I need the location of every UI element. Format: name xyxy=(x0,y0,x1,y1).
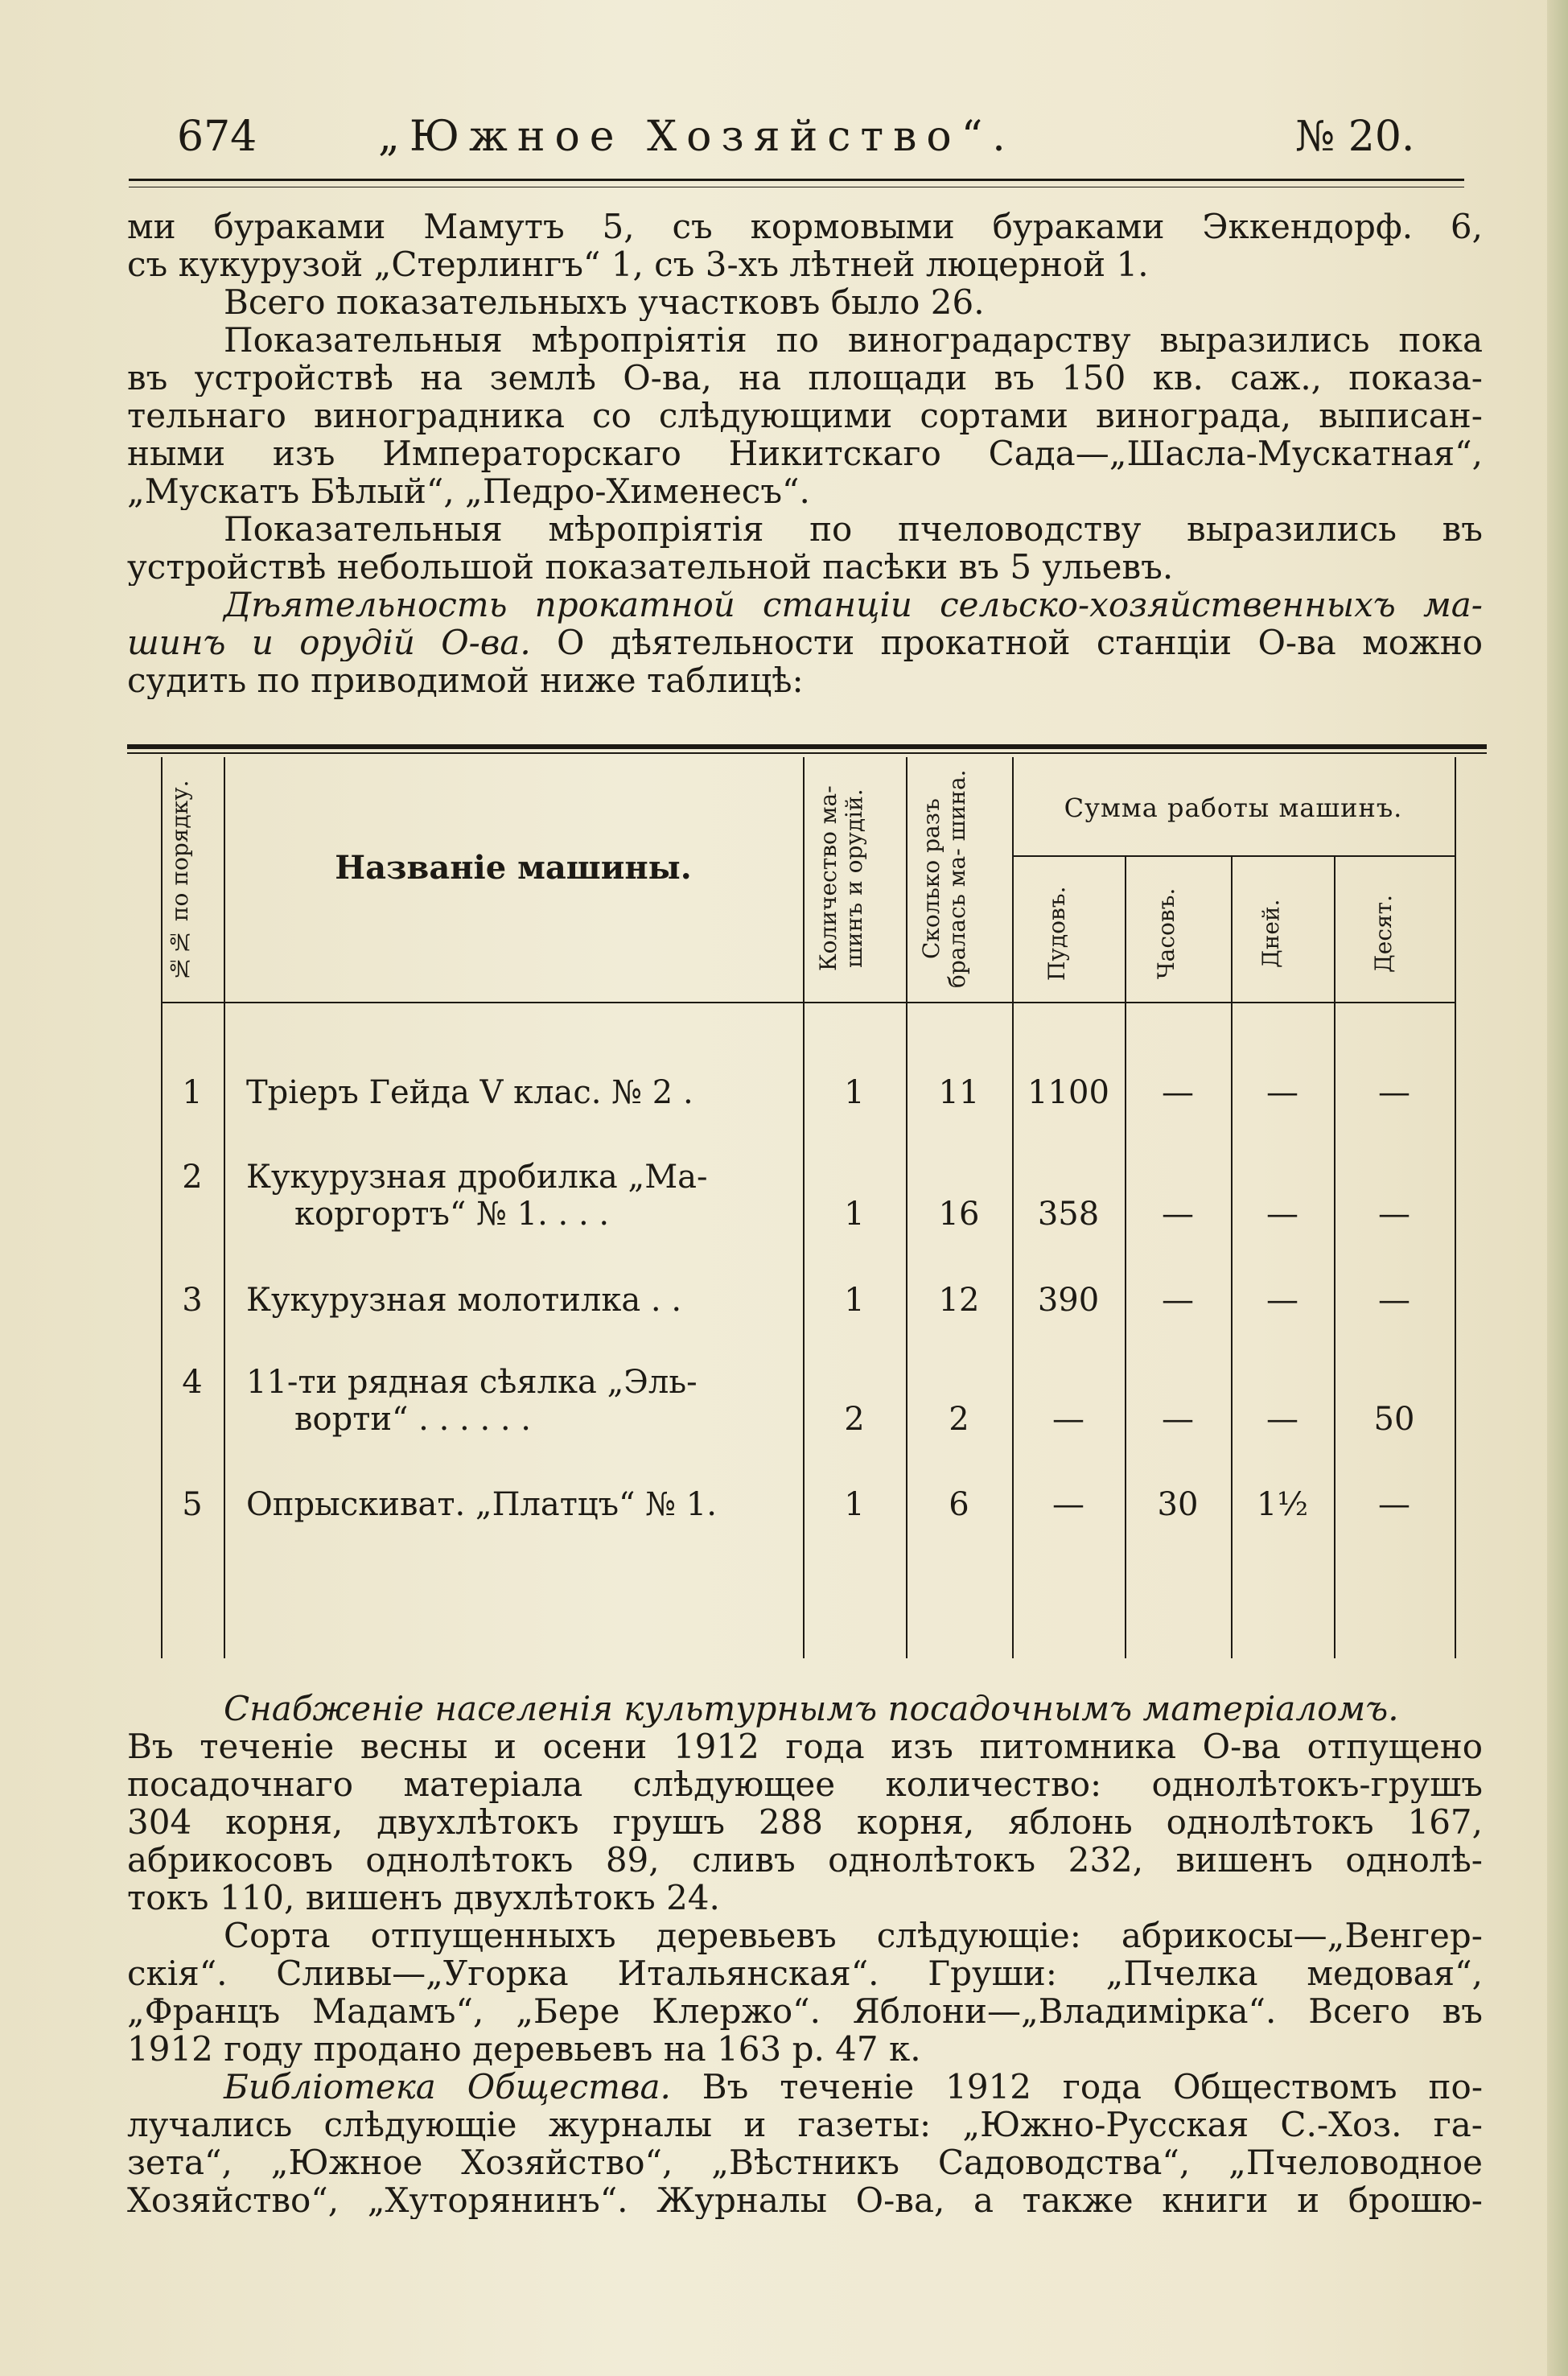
row-number: 4 xyxy=(182,1364,203,1401)
quantity-value: 2 xyxy=(844,1401,865,1438)
machine-name-line: 11-ти рядная сѣялка „Эль- xyxy=(246,1364,698,1401)
pud-value: 1100 xyxy=(1027,1074,1109,1111)
header-hours: Часовъ. xyxy=(1153,887,1179,979)
hours-value: 30 xyxy=(1157,1486,1199,1523)
pud-value: 358 xyxy=(1037,1196,1100,1233)
machine-name-line: коргортъ“ № 1. . . . xyxy=(294,1196,610,1233)
page-edge xyxy=(1547,0,1568,2376)
text-span: О дѣятельности прокатной станціи О-ва можно xyxy=(530,624,1483,661)
row-number: 5 xyxy=(182,1486,203,1523)
times-value: 2 xyxy=(949,1401,969,1438)
running-header xyxy=(161,113,1448,169)
quantity-value: 1 xyxy=(844,1486,865,1523)
header-desyat: Десят. xyxy=(1370,894,1397,973)
hours-value: — xyxy=(1162,1401,1194,1438)
row-number: 3 xyxy=(182,1282,203,1319)
text-line: „Францъ Мадамъ“, „Бере Клержо“. Яблони—„Владимірка“. Всего въ xyxy=(127,1992,1483,2030)
text-line xyxy=(127,624,1483,661)
machines-table xyxy=(127,744,1487,1662)
header-times-taken: Сколько разъ бралась ма- шина. xyxy=(918,769,970,988)
desyat-value: — xyxy=(1378,1074,1410,1111)
text-line xyxy=(127,2068,1483,2106)
quantity-value: 1 xyxy=(844,1196,865,1233)
text-line: устройствѣ небольшой показательной пасѣки въ 5 ульевъ. xyxy=(127,548,1174,586)
row-number: 1 xyxy=(182,1074,203,1111)
header-days: Дней. xyxy=(1257,899,1284,968)
text-line: посадочнаго матеріала слѣдующее количество: однолѣтокъ-грушъ xyxy=(127,1765,1483,1803)
machine-name xyxy=(246,1159,801,1233)
text-line: 1912 году продано деревьевъ на 163 р. 47 к. xyxy=(127,2030,921,2068)
text-line: „Мускатъ Бѣлый“, „Педро-Хименесъ“. xyxy=(127,472,810,510)
days-value: — xyxy=(1266,1401,1298,1438)
section-heading: Дѣятельность прокатной станціи сельско-хозяйственныхъ ма- xyxy=(224,586,1483,624)
header-bottom-rule xyxy=(161,1002,1455,1003)
text-line: Всего показательныхъ участковъ было 26. xyxy=(224,283,985,321)
col-divider xyxy=(1231,857,1233,1658)
text-span: Въ теченіе 1912 года Обществомъ по- xyxy=(670,2068,1483,2106)
text-line: судить по приводимой ниже таблицѣ: xyxy=(127,661,804,699)
machine-name: Опрыскиват. „Платцъ“ № 1. xyxy=(246,1486,717,1523)
machine-name-line: ворти“ . . . . . . xyxy=(294,1401,532,1438)
table-top-rule-thin xyxy=(127,752,1487,754)
text-line: ными изъ Императорскаго Никитскаго Сада—„Шасла-Мускатная“, xyxy=(127,434,1483,472)
text-line: скія“. Сливы—„Угорка Итальянская“. Груши: „Пчелка медовая“, xyxy=(127,1954,1483,1992)
text-line: въ устройствѣ на землѣ О-ва, на площади въ 150 кв. саж., показа- xyxy=(127,359,1483,397)
text-block-bottom xyxy=(127,1690,1483,2219)
text-line: Показательныя мѣропріятія по виноградарству выразились пока xyxy=(224,321,1483,359)
machine-name: Тріеръ Гейда V клас. № 2 . xyxy=(246,1074,693,1111)
times-value: 16 xyxy=(938,1196,980,1233)
table-border-right xyxy=(1455,757,1456,1658)
pud-value: — xyxy=(1052,1401,1084,1438)
header-pud: Пудовъ. xyxy=(1043,886,1070,981)
table-border-left xyxy=(161,757,163,1658)
desyat-value: — xyxy=(1378,1196,1410,1233)
text-line: 304 корня, двухлѣтокъ грушъ 288 корня, яблонь однолѣтокъ 167, xyxy=(127,1803,1483,1841)
hours-value: — xyxy=(1162,1196,1194,1233)
col-divider xyxy=(224,757,225,1658)
issue-number: № 20. xyxy=(1295,113,1415,161)
machine-name-line: Кукурузная дробилка „Ма- xyxy=(246,1159,708,1196)
header-quantity: Количество ма- шинъ и орудій. xyxy=(815,785,867,972)
desyat-value: — xyxy=(1378,1486,1410,1523)
journal-title: „Южное Хозяйство“. xyxy=(378,113,1015,161)
text-line: Сорта отпущенныхъ деревьевъ слѣдующіе: абрикосы—„Венгер- xyxy=(224,1917,1483,1954)
hours-value: — xyxy=(1162,1074,1194,1111)
days-value: — xyxy=(1266,1196,1298,1233)
times-value: 12 xyxy=(938,1282,980,1319)
header-work-sum: Сумма работы машинъ. xyxy=(1064,793,1403,823)
text-line: абрикосовъ однолѣтокъ 89, сливъ однолѣтокъ 232, вишенъ однолѣ- xyxy=(127,1841,1483,1879)
text-line: лучались слѣдующіе журналы и газеты: „Южно-Русская С.-Хоз. га- xyxy=(127,2106,1483,2143)
days-value: 1½ xyxy=(1256,1486,1309,1523)
text-line: ми бураками Мамутъ 5, съ кормовыми бураками Эккендорф. 6, xyxy=(127,208,1483,245)
header-row-number: №№ по порядку. xyxy=(167,780,193,982)
text-line: токъ 110, вишенъ двухлѣтокъ 24. xyxy=(127,1879,720,1917)
text-line: зета“, „Южное Хозяйство“, „Вѣстникъ Садоводства“, „Пчеловодное xyxy=(127,2143,1483,2181)
text-line: тельнаго виноградника со слѣдующими сортами винограда, выписан- xyxy=(127,397,1483,434)
section-heading: Снабженіе населенія культурнымъ посадочнымъ матеріаломъ. xyxy=(224,1690,1399,1727)
desyat-value: 50 xyxy=(1373,1401,1415,1438)
days-value: — xyxy=(1266,1074,1298,1111)
text-line: Въ теченіе весны и осени 1912 года изъ питомника О-ва отпущено xyxy=(127,1727,1483,1765)
header-machine-name: Названіе машины. xyxy=(335,849,692,887)
quantity-value: 1 xyxy=(844,1282,865,1319)
text-line: съ кукурузой „Стерлингъ“ 1, съ 3-хъ лѣтней люцерной 1. xyxy=(127,245,1149,283)
days-value: — xyxy=(1266,1282,1298,1319)
header-rule xyxy=(129,179,1464,181)
page-number: 674 xyxy=(177,113,257,161)
quantity-value: 1 xyxy=(844,1074,865,1111)
sum-header-rule xyxy=(1012,855,1455,857)
times-value: 6 xyxy=(949,1486,969,1523)
pud-value: — xyxy=(1052,1486,1084,1523)
pud-value: 390 xyxy=(1037,1282,1100,1319)
row-number: 2 xyxy=(182,1159,203,1196)
text-line: Хозяйство“, „Хуторянинъ“. Журналы О-ва, а также книги и брошю- xyxy=(127,2181,1483,2219)
machine-name: Кукурузная молотилка . . xyxy=(246,1282,682,1319)
text-block-top xyxy=(127,208,1483,699)
hours-value: — xyxy=(1162,1282,1194,1319)
section-heading: Библіотека Общества. xyxy=(224,2068,671,2106)
col-divider xyxy=(1125,857,1126,1658)
machine-name xyxy=(246,1364,801,1438)
section-heading-cont: шинъ и орудій О-ва. xyxy=(127,624,531,661)
text-line: Показательныя мѣропріятія по пчеловодству выразились въ xyxy=(224,510,1483,548)
desyat-value: — xyxy=(1378,1282,1410,1319)
col-divider xyxy=(1334,857,1335,1658)
table-top-rule xyxy=(127,744,1487,749)
times-value: 11 xyxy=(938,1074,980,1111)
